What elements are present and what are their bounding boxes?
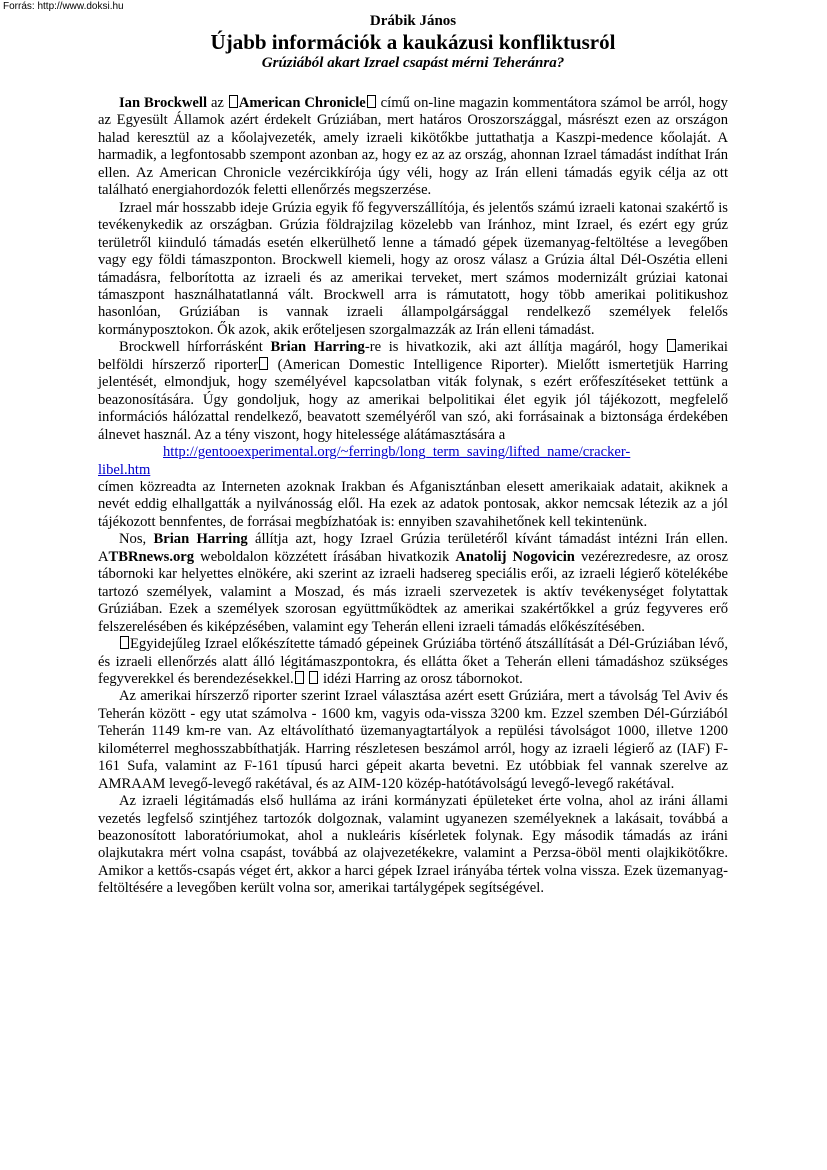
text: -re is hivatkozik, aki azt állítja magáról, hogy <box>364 339 666 356</box>
article-body <box>98 95 728 898</box>
text: című on-line magazin kommentátora számol be arról, hogy az Egyesült Államok azért érdekelt Grúziában, mert határos Oroszországgal, másrészt ezen az országon halad keresztül az a kőolajvezeték, amely izraeli kikötőkbe juttathatja a Kaszpi-medence kőolaját. A harmadik, a legfontosabb szempont azonban az, hogy ez az az ország, ahonnan Izrael támadást indíthat Irán ellen. Az American Chronicle vezércikkírója úgy véli, hogy az Irán elleni támadás egyik célja az ott található energiahordozók feletti ellenőrzés megszerzése. <box>98 95 728 199</box>
text: állítja azt, hogy Izrael Grúzia területéről kívánt támadást intézni Irán ellen. A <box>98 531 728 565</box>
publication-name: American Chronicle <box>238 95 366 111</box>
person-name: Anatolij Nogovicin <box>455 548 575 565</box>
missing-glyph-icon <box>295 671 304 684</box>
paragraph-4 <box>98 531 728 636</box>
source-link[interactable]: http://gentooexperimental.org/~ferringb/long_term_saving/lifted_name/cracker- <box>163 444 631 461</box>
missing-glyph-icon <box>367 95 376 108</box>
text: Egyidejűleg Izrael előkészítette támadó gépeinek Grúziába történő átszállítását a Dél-Grúziában lévő, és izraeli ellenőrzés alatt álló légitámaszpontokra, és ellátta őket a Teherán elleni támadáshoz szükséges fegyverekkel és berendezésekkel. <box>98 636 728 687</box>
person-name: Ian Brockwell <box>119 95 207 111</box>
website-name: TBRnews.org <box>108 548 195 565</box>
text: vezérezredesre, az orosz tábornoki kar helyettes elnökére, aki szerint az izraeli hadsereg speciális erői, az izraeli légierő kötelékébe tartozó személyek, valamint a Moszad, és más izraeli szervezetek is aktív tevékenységet folytattak Grúziában. Ezek a személyek szorosan együttműködtek az amerikai szakértőkkel a grúz fegyveres erő felszerelésében és kiképzésében, valamint egy Teherán elleni izraeli támadás előkészítésében. <box>98 548 728 635</box>
missing-glyph-icon <box>229 95 238 108</box>
missing-glyph-icon <box>667 339 676 352</box>
person-name: Brian Harring <box>270 339 365 356</box>
paragraph-3-end: címen közreadta az Interneten azoknak Irakban és Afganisztánban elesett amerikaiak adatait, akiknek a nevét eddig elhallgatták a nyilvánosság elől. Ha ezek az adatok pontosak, akkor nemcsak létezik az a jól tájékozott bennfentes, de forrásai megbízhatóak is: ennyiben szavahihetőnek kell tekintenünk. <box>98 478 728 530</box>
missing-glyph-icon <box>120 636 129 649</box>
author: Drábik János <box>369 13 457 29</box>
paragraph-5 <box>98 636 728 688</box>
paragraph-1 <box>98 95 728 200</box>
text: (American Domestic Intelligence Riporter). Mielőtt ismertetjük Harring jelentését, elmondjuk, hogy személyével kapcsolatban viták folynak, s ezért erőfeszítéseket tettünk a beazonosítására. Úgy gondoljuk, hogy az amerikai belpolitikai élet egyik jól tájékozott, megfelelő információs hálózattal rendelkező, beavatott személyéről van szó, aki forrásainak a biztonsága érdekében álnevet használ. Az a tény viszont, hogy hitelessége alátámasztására a <box>98 356 728 443</box>
paragraph-3 <box>98 339 728 444</box>
text: Brockwell hírforrásként <box>119 339 271 356</box>
paragraph-6: Az amerikai hírszerző riporter szerint Izrael választása azért esett Grúziára, mert a távolság Tel Aviv és Teherán között - egy utat számolva - 1600 km, vagyis oda-vissza 3200 km. Ezzel szemben Dél-Gúrziából Teherán 1149 km-re van. Az eltávolítható üzemanyagtartályok a repülési távolságot 1000, illetve 1200 kilométerrel meghosszabbíthatják. Harring részletesen beszámol arról, hogy az izraeli légierő az (IAF) F-161 Sufa, valamint az F-161 típusú harci gépeit akarta bevetni. Ez utóbbiak fel vannak szerelve az AMRAAM levegő-levegő rakétával, és az AIM-120 közép-hatótávolságú levegő-levegő rakétával. <box>98 688 728 792</box>
paragraph-7: Az izraeli légitámadás első hulláma az iráni kormányzati épületeket érte volna, ahol az iráni állami vezetés legfelső szintjéhez tartozók dolgoznak, valamint ugyanezen személyeknek a lakásait, továbbá a beazonosított laboratóriumokat, ahol a nukleáris kísérletek folynak. Egy második támadás az iráni olajkutakra mért volna csapást, továbbá az olajvezetékekre, valamint a Perzsa-öböl menti olajkikötőkre. Amikor a kettős-csapás véget ért, akkor a harci gépek Izrael irányába tértek volna vissza. Ezek üzemanyag-feltöltésére a levegőben került volna sor, amerikai tartálygépek segítségével. <box>98 793 728 897</box>
text: Nos, <box>119 531 154 548</box>
source-link-continued[interactable]: libel.htm <box>98 461 151 478</box>
missing-glyph-icon <box>259 357 268 370</box>
text: az <box>207 95 228 111</box>
link-line-continued <box>98 462 728 479</box>
source-url: Forrás: http://www.doksi.hu <box>3 1 124 12</box>
link-line <box>98 444 728 461</box>
paragraph-2: Izrael már hosszabb ideje Grúzia egyik fő fegyverszállítója, és jelentős számú izraeli katonai szakértő is tevékenykedik az országban. Grúzia földrajzilag közelebb van Iránhoz, mint Izrael, és ezért egy grúz területről kiinduló támadás esetén elkerülhető lenne a támadó gépek üzemanyag-feltöltése a levegőben vagy egy földi támaszponton. Brockwell kiemeli, hogy az orosz válasz a Grúzia által Dél-Oszétia elleni támadásra, felborította az izraeli és az amerikai terveket, mert számos modernizált grúziai katonai támaszpont használhatatlanná vált. Brockwell arra is rámutatott, hogy több amerikai politikushoz hasonlóan, Grúziában is vannak izraeli állampolgársággal rendelkező személyek felelős kormányposztokon. Ők azok, akik erőteljesen szorgalmazzák az Irán elleni támadást. <box>98 199 728 338</box>
article-subtitle: Grúziából akart Izrael csapást mérni Teheránra? <box>261 55 565 71</box>
article-header <box>98 13 728 73</box>
text: idézi Harring az orosz tábornokot. <box>319 670 523 687</box>
missing-glyph-icon <box>309 671 318 684</box>
text: amerikai belföldi hírszerző riporter <box>98 339 728 373</box>
article-title: Újabb információk a kaukázusi konfliktusról <box>210 30 616 54</box>
text: weboldalon közzétett írásában hivatkozik <box>194 548 456 565</box>
person-name: Brian Harring <box>153 531 248 548</box>
